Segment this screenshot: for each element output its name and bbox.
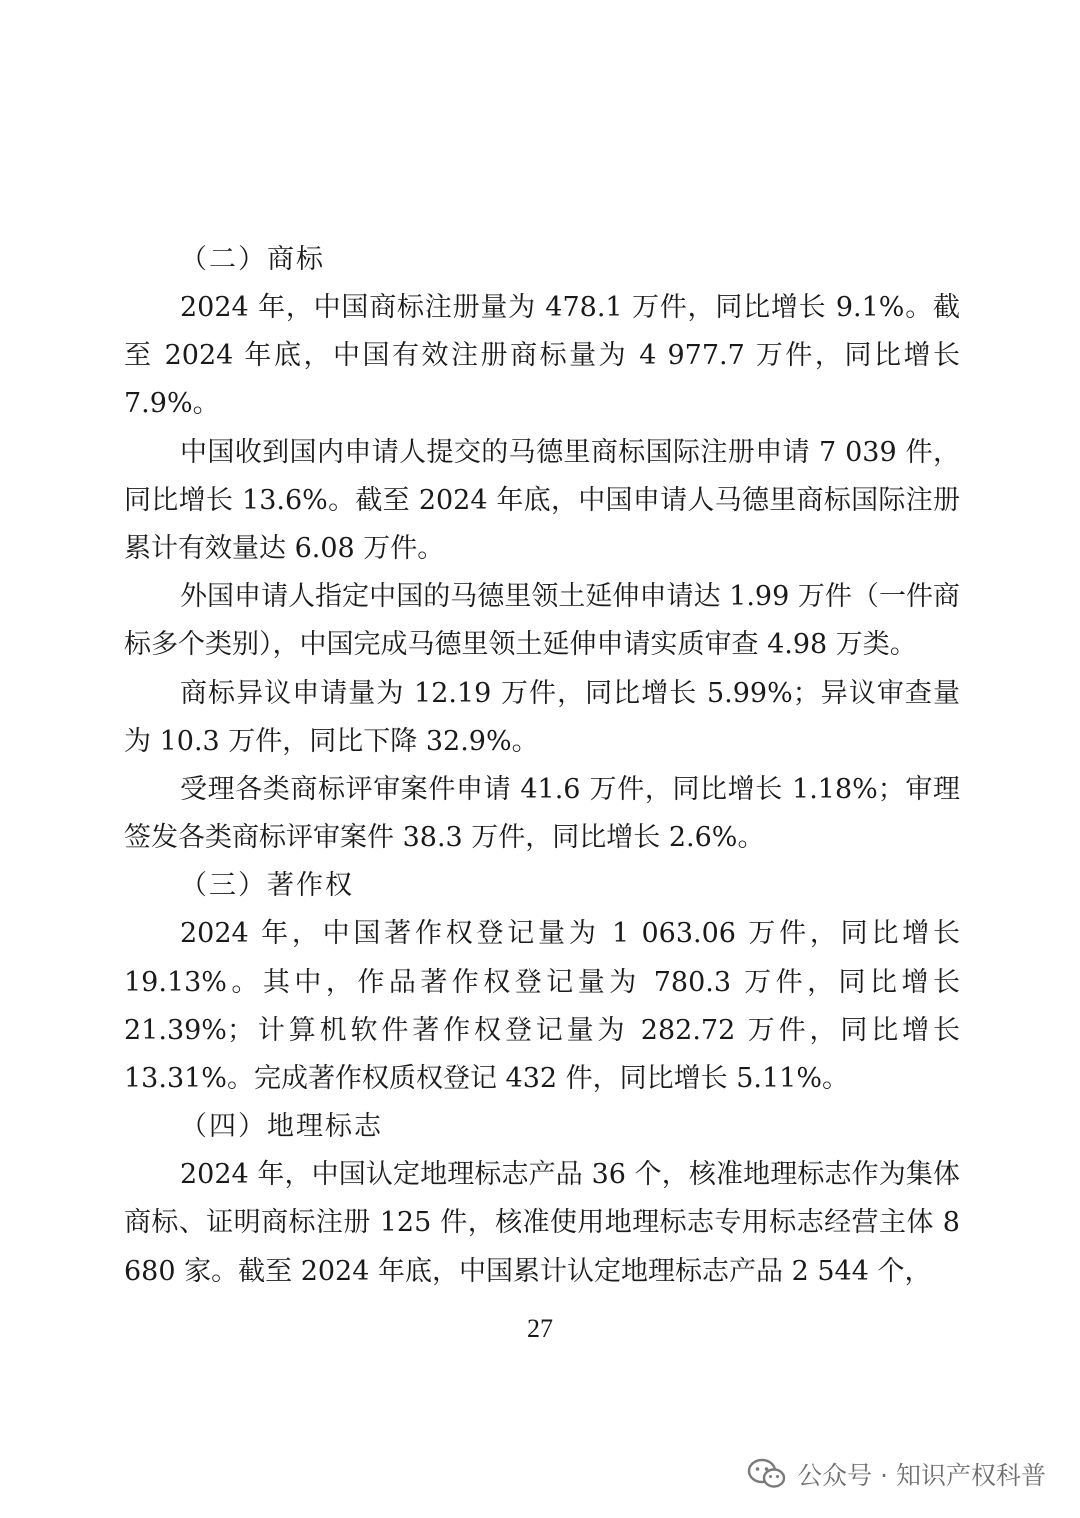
paragraph: 2024 年，中国认定地理标志产品 36 个，核准地理标志作为集体商标、证明商标注册 125 件，核准使用地理标志专用标志经营主体 8 680 家。截至 2024 年底，中国累计认定地理标志产品 2 544 个，	[124, 1159, 960, 1287]
paragraph: 商标异议申请量为 12.19 万件，同比增长 5.99%；异议审查量为 10.3 万件，同比下降 32.9%。	[124, 677, 960, 757]
page-number: 27	[527, 1314, 553, 1343]
section-heading-copyright: （三）著作权	[180, 870, 354, 902]
wechat-icon	[747, 1458, 787, 1490]
paragraph: 受理各类商标评审案件申请 41.6 万件，同比增长 1.18%；审理签发各类商标评审案件 38.3 万件，同比增长 2.6%。	[124, 774, 960, 854]
page-body	[124, 236, 960, 1296]
watermark	[747, 1452, 1046, 1496]
section-heading-geo-indication: （四）地理标志	[180, 1111, 383, 1143]
paragraph: 2024 年，中国著作权登记量为 1 063.06 万件，同比增长 19.13%。其中，作品著作权登记量为 780.3 万件，同比增长 21.39%；计算机软件著作权登记量为 282.72 万件，同比增长 13.31%。完成著作权质权登记 432 件，同比增长 5.11%。	[124, 918, 960, 1095]
paragraph: 外国申请人指定中国的马德里领土延伸申请达 1.99 万件（一件商标多个类别），中国完成马德里领土延伸申请实质审查 4.98 万类。	[124, 581, 960, 661]
watermark-text: 公众号 · 知识产权科普	[797, 1461, 1046, 1490]
section-heading-trademark: （二）商标	[180, 244, 325, 275]
paragraph: 中国收到国内申请人提交的马德里商标国际注册申请 7 039 件，同比增长 13.6%。截至 2024 年底，中国申请人马德里商标国际注册累计有效量达 6.08 万件。	[124, 436, 960, 565]
paragraph: 2024 年，中国商标注册量为 478.1 万件，同比增长 9.1%。截至 2024 年底，中国有效注册商标量为 4 977.7 万件，同比增长 7.9%。	[124, 292, 960, 420]
